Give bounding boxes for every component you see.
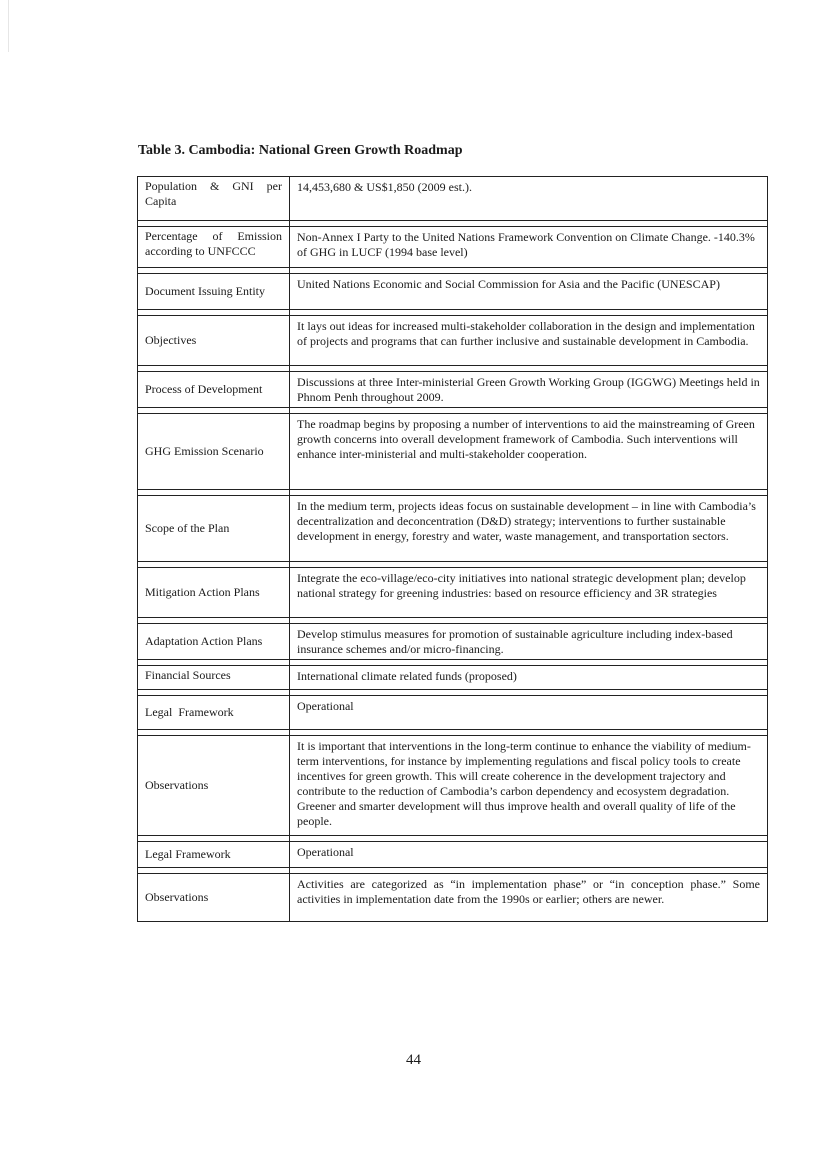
- row-value: Develop stimulus measures for promotion of sustainable agriculture including index-based insurance schemes and/or micro-financing.: [290, 624, 768, 660]
- row-label: Financial Sources: [138, 666, 290, 690]
- row-value: Operational: [290, 696, 768, 730]
- table-row: [138, 227, 768, 268]
- row-label: Mitigation Action Plans: [138, 568, 290, 618]
- row-label: Objectives: [138, 316, 290, 366]
- page-number: 44: [406, 1052, 421, 1068]
- row-label: Legal Framework: [138, 696, 290, 730]
- roadmap-table: [137, 176, 768, 922]
- row-value: It is important that interventions in the long-term continue to enhance the viability of medium-term interventions, for instance by implementing regulations and fiscal policy tools to create incentives for green growth. This will create coherence in the development trajectory and contribute to the reduction of Cambodia’s carbon dependency and ecosystem degradation. Greener and smarter development will thus improve health and overall quality of life of the people.: [290, 736, 768, 836]
- table-row: [138, 274, 768, 310]
- row-value: Integrate the eco-village/eco-city initiatives into national strategic development plan; develop national strategy for greening industries: based on resource efficiency and 3R strategies: [290, 568, 768, 618]
- row-value: Discussions at three Inter-ministerial Green Growth Working Group (IGGWG) Meetings held in Phnom Penh throughout 2009.: [290, 372, 768, 408]
- row-value: International climate related funds (proposed): [290, 666, 768, 690]
- row-label: Population & GNI per Capita: [138, 177, 290, 221]
- row-value: 14,453,680 & US$1,850 (2009 est.).: [290, 177, 768, 221]
- row-label: Document Issuing Entity: [138, 274, 290, 310]
- row-label: Observations: [138, 874, 290, 922]
- row-label: Legal Framework: [138, 842, 290, 868]
- row-label: Observations: [138, 736, 290, 836]
- table-row: [138, 874, 768, 922]
- table-row: [138, 496, 768, 562]
- row-value: It lays out ideas for increased multi-stakeholder collaboration in the design and implementation of projects and programs that can further inclusive and sustainable development in Cambodia.: [290, 316, 768, 366]
- table-row: [138, 666, 768, 690]
- page-edge-line: [8, 0, 9, 52]
- row-label: Percentage of Emission according to UNFCCC: [138, 227, 290, 268]
- table-row: [138, 177, 768, 221]
- row-label: Scope of the Plan: [138, 496, 290, 562]
- row-label: GHG Emission Scenario: [138, 414, 290, 490]
- table-row: [138, 842, 768, 868]
- table-row: [138, 624, 768, 660]
- row-value: In the medium term, projects ideas focus on sustainable development – in line with Cambodia’s decentralization and deconcentration (D&D) strategy; interventions to further sustainable development in energy, forestry and water, waste management, and transportation sectors.: [290, 496, 768, 562]
- table-row: [138, 568, 768, 618]
- row-value: United Nations Economic and Social Commission for Asia and the Pacific (UNESCAP): [290, 274, 768, 310]
- table-title: Table 3. Cambodia: National Green Growth Roadmap: [138, 143, 463, 158]
- row-value: Operational: [290, 842, 768, 868]
- table-row: [138, 414, 768, 490]
- table-row: [138, 316, 768, 366]
- table-row: [138, 372, 768, 408]
- table-row: [138, 736, 768, 836]
- row-value: Activities are categorized as “in implementation phase” or “in conception phase.” Some activities in implementation date from the 1990s or earlier; others are newer.: [290, 874, 768, 922]
- table-row: [138, 696, 768, 730]
- row-label: Process of Development: [138, 372, 290, 408]
- row-value: Non-Annex I Party to the United Nations Framework Convention on Climate Change. -140.3% of GHG in LUCF (1994 base level): [290, 227, 768, 268]
- row-label: Adaptation Action Plans: [138, 624, 290, 660]
- roadmap-table-wrapper: [137, 176, 767, 922]
- row-value: The roadmap begins by proposing a number of interventions to aid the mainstreaming of Green growth concerns into overall development framework of Cambodia. Such interventions will enhance inter-ministerial and multi-stakeholder cooperation.: [290, 414, 768, 490]
